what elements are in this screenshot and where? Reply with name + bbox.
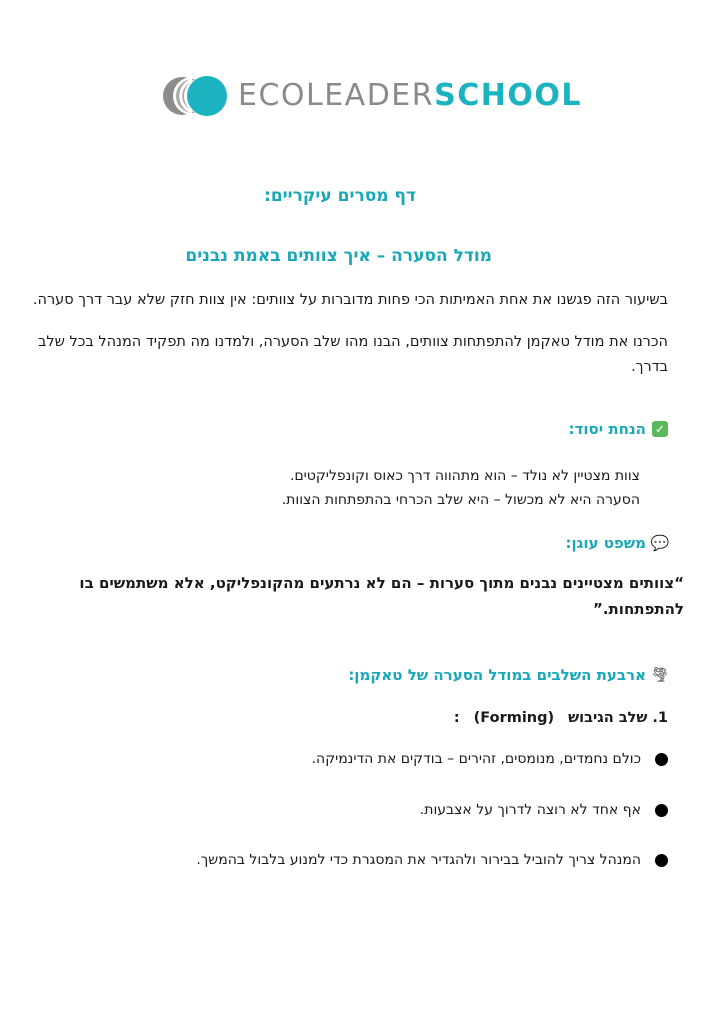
intro-paragraph-1: בשיעור הזה פגשנו את אחת האמיתות הכי פחות מדוברות על צוותים: אין צוות חזק שלא עבר דרך סערה.	[32, 292, 668, 308]
anchor-quote: “צוותים מצטיינים נבנים מתוך סערות – הם לא נרתעים מהקונפליקט, אלא משתמשים בו להתפתחות.”	[79, 574, 684, 618]
logo-text-school: SCHOOL	[434, 78, 582, 113]
bullet-icon	[655, 804, 668, 817]
page-title: דף מסרים עיקריים:	[264, 186, 416, 206]
basic-assumption-line-1: צוות מצטיין לא נולד – הוא מתהווה דרך כאוס וקונפליקטים.	[289, 468, 640, 484]
logo-circles-icon	[162, 70, 232, 122]
logo	[162, 70, 582, 122]
basic-assumption-line-2: הסערה היא לא מכשול – היא שלב הכרחי בהתפתחות הצוות.	[281, 492, 640, 508]
bullet-icon	[655, 854, 668, 867]
anchor-sentence-heading-text: משפט עוגן:	[565, 534, 646, 552]
stage-1-bullet-2: אף אחד לא רוצה לדרוך על אצבעות.	[419, 802, 641, 818]
tornado-icon: 🌪	[651, 667, 669, 683]
stage-1-bullet-1: כולם נחמדים, מנומסים, זהירים – בודקים את הדינמיקה.	[311, 751, 641, 767]
basic-assumption-heading-text: הנחת יסוד:	[568, 420, 646, 438]
bullet-icon	[655, 753, 668, 766]
basic-assumption-lines	[282, 464, 640, 512]
stage-1-english: (Forming)	[473, 710, 555, 726]
intro-paragraph-2: הכרנו את מודל טאקמן להתפתחות צוותים, הבנו מהו שלב הסערה, ולמדנו מה תפקיד המנהל בכל שלב בדרך.	[38, 334, 668, 375]
logo-wordmark	[238, 78, 582, 113]
stage-1-name: שלב הגיבוש	[568, 710, 648, 726]
stages-heading-text: ארבעת השלבים במודל הסערה של טאקמן:	[348, 666, 646, 684]
list-item	[312, 751, 668, 767]
stage-1-suffix: :	[453, 710, 460, 726]
list-item	[420, 802, 668, 818]
stage-1-bullet-3: המנהל צריך להוביל בבירור ולהגדיר את המסגרת כדי למנוע בלבול בהמשך.	[196, 852, 641, 868]
list-item	[196, 852, 668, 868]
anchor-sentence-heading	[566, 534, 669, 552]
stage-1-number: 1.	[652, 710, 668, 726]
basic-assumption-heading	[569, 420, 668, 438]
check-mark-icon: ✓	[652, 421, 668, 437]
stage-1-heading	[454, 710, 668, 726]
page-subtitle: מודל הסערה – איך צוותים באמת נבנים	[185, 246, 492, 266]
speech-bubble-icon: 💬	[650, 534, 670, 552]
stages-heading	[348, 666, 668, 684]
logo-text-eco: ECOLEADER	[238, 78, 435, 113]
